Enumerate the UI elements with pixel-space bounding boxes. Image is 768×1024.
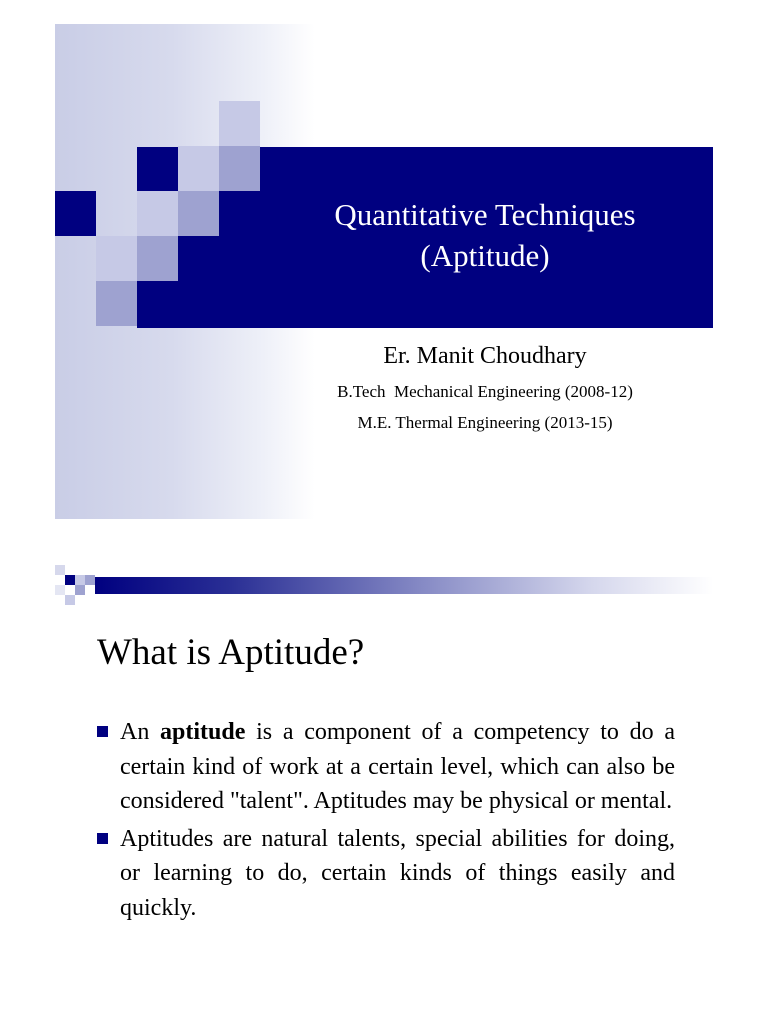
deco-square (75, 585, 85, 595)
author-name: Er. Manit Choudhary (383, 343, 587, 369)
deco-square (65, 575, 75, 585)
title-line-2: (Aptitude) (420, 238, 550, 273)
degree-line-2: M.E. Thermal Engineering (2013-15) (357, 413, 613, 432)
deco-square (219, 101, 260, 146)
title-slide (55, 24, 713, 519)
deco-square (55, 565, 65, 575)
deco-square (75, 575, 85, 585)
content-slide (55, 565, 713, 1015)
deco-square (65, 595, 75, 605)
bullet-item (95, 715, 675, 819)
square-bullet-icon (97, 833, 108, 844)
deco-square (137, 191, 178, 236)
bullet-1-keyword: aptitude (160, 719, 246, 745)
deco-square (55, 585, 65, 595)
bullet-item (95, 822, 675, 926)
deco-square (96, 281, 137, 326)
deco-square (85, 575, 95, 585)
slide-title (270, 194, 700, 276)
square-bullet-icon (97, 726, 108, 737)
title-line-1: Quantitative Techniques (334, 197, 636, 232)
degree-line-1: B.Tech Mechanical Engineering (2008-12) (337, 382, 633, 401)
deco-square (55, 191, 96, 236)
bullet-2-text: Aptitudes are natural talents, special abilities for doing, or learning to do, certain kinds of things easily and quickly. (120, 825, 675, 921)
bullet-list (95, 715, 675, 928)
header-bar (95, 577, 713, 594)
deco-square (178, 146, 219, 191)
deco-square (96, 236, 137, 281)
deco-square (137, 236, 178, 281)
bullet-1-prefix: An (120, 719, 161, 745)
deco-square (219, 146, 260, 191)
slide-heading: What is Aptitude? (97, 632, 365, 673)
deco-square (178, 191, 219, 236)
bullet-1-text: is a component of a competency to do a certain kind of work at a certain level, which can also be considered "talent". Aptitudes may be physical or mental. (120, 719, 675, 814)
